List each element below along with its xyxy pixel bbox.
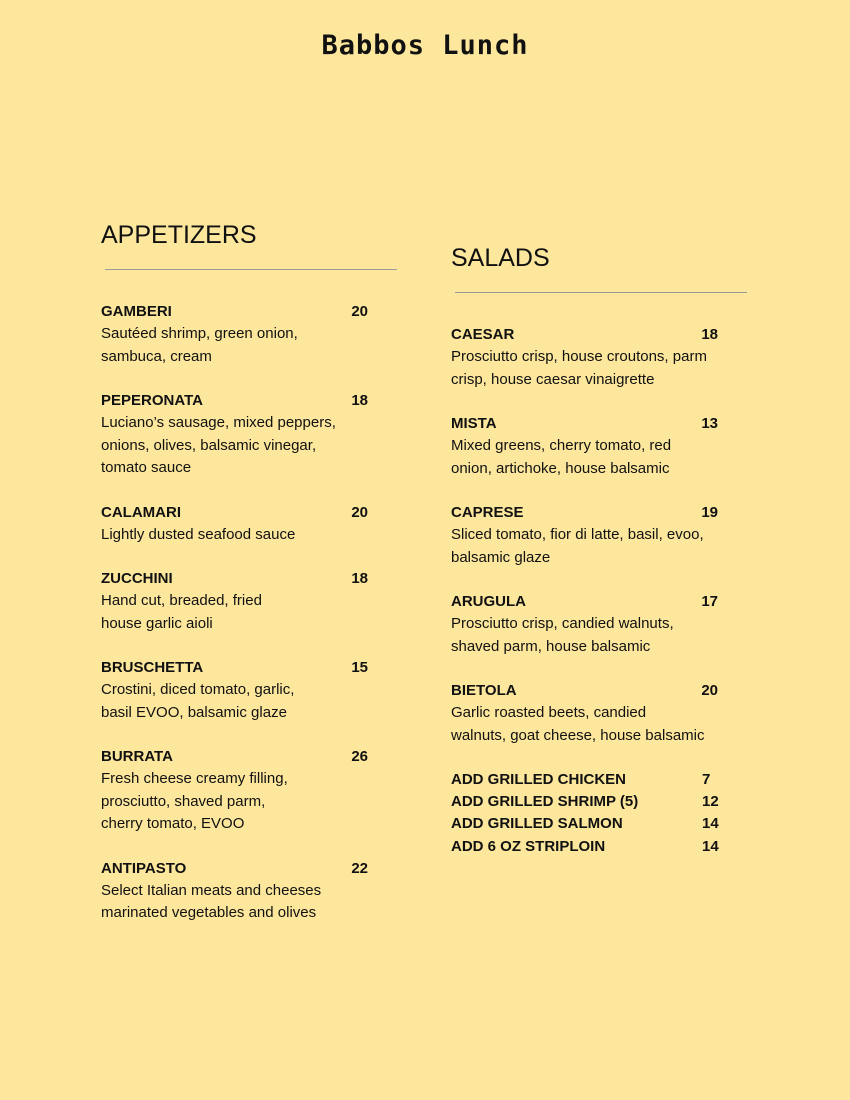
menu-item <box>451 324 718 391</box>
menu-item <box>451 591 718 658</box>
salads-section <box>451 243 751 858</box>
salad-addons-list <box>451 769 751 858</box>
addon-name: ADD 6 OZ STRIPLOIN <box>451 837 606 855</box>
menu-item-description: Hand cut, breaded, fried house garlic aioli <box>101 592 262 632</box>
menu-item <box>101 301 368 368</box>
addon-item <box>451 769 718 791</box>
menu-item-name: MISTA <box>451 415 497 432</box>
appetizers-divider <box>105 269 397 270</box>
menu-item-description: Mixed greens, cherry tomato, red onion, artichoke, house balsamic <box>451 437 672 477</box>
appetizers-heading: APPETIZERS <box>101 221 257 249</box>
menu-item <box>451 413 718 480</box>
menu-item-description: Luciano’s sausage, mixed peppers, onions, olives, balsamic vinegar, tomato sauce <box>101 414 336 476</box>
menu-item-price: 18 <box>701 326 718 343</box>
addon-item <box>451 836 718 858</box>
menu-item-name: ARUGULA <box>451 593 526 610</box>
menu-item-name: CAESAR <box>451 326 515 343</box>
addon-price: 7 <box>702 771 711 788</box>
addon-name: ADD GRILLED CHICKEN <box>451 771 626 788</box>
menu-item-name: ZUCCHINI <box>101 570 173 587</box>
menu-item-description: Select Italian meats and cheeses marinated vegetables and olives <box>101 881 322 921</box>
menu-item-price: 20 <box>701 682 718 699</box>
menu-item-price: 20 <box>351 503 368 521</box>
salads-heading: SALADS <box>451 244 550 272</box>
menu-item-name: PEPERONATA <box>101 392 203 409</box>
menu-item-price: 20 <box>351 303 368 320</box>
menu-item-price: 17 <box>701 593 718 610</box>
menu-item-name: ANTIPASTO <box>101 859 187 877</box>
menu-item-name: BURRATA <box>101 748 173 765</box>
page-title: Babbos Lunch <box>321 30 529 61</box>
menu-item-description: Garlic roasted beets, candied walnuts, goat cheese, house balsamic <box>451 704 705 744</box>
menu-item <box>101 390 368 480</box>
menu-item-price: 18 <box>351 392 368 409</box>
menu-item-price: 18 <box>351 570 368 587</box>
appetizers-section <box>101 220 401 947</box>
menu-item-price: 13 <box>701 415 718 432</box>
appetizers-list <box>101 301 401 925</box>
menu-item-description: Prosciutto crisp, house croutons, parm crisp, house caesar vinaigrette <box>451 348 707 388</box>
salads-list <box>451 324 751 747</box>
menu-item <box>451 502 718 569</box>
menu-item-description: Sautéed shrimp, green onion, sambuca, cream <box>101 325 298 365</box>
menu-item <box>101 746 368 836</box>
addon-price: 14 <box>702 815 719 833</box>
menu-item-description: Crostini, diced tomato, garlic, basil EVOO, balsamic glaze <box>101 681 295 721</box>
addon-item <box>451 791 718 813</box>
addon-name: ADD GRILLED SALMON <box>451 815 623 833</box>
addon-price: 12 <box>702 793 719 811</box>
menu-item-description: Lightly dusted seafood sauce <box>101 525 296 543</box>
menu-item-name: GAMBERI <box>101 303 172 320</box>
addon-item <box>451 813 718 835</box>
menu-item-description: Prosciutto crisp, candied walnuts, shaved parm, house balsamic <box>451 615 674 655</box>
menu-item-price: 22 <box>351 859 368 877</box>
menu-item <box>451 680 718 747</box>
menu-item-name: CALAMARI <box>101 503 181 521</box>
menu-item <box>101 502 368 547</box>
addon-name: ADD GRILLED SHRIMP (5) <box>451 793 639 811</box>
salads-divider <box>455 292 747 293</box>
menu-item <box>101 568 368 635</box>
addon-price: 14 <box>702 837 719 855</box>
menu-item-name: BRUSCHETTA <box>101 659 204 676</box>
menu-item <box>101 858 368 925</box>
menu-item <box>101 657 368 724</box>
menu-item-price: 26 <box>351 748 368 765</box>
menu-item-name: CAPRESE <box>451 504 524 521</box>
menu-item-description: Sliced tomato, fior di latte, basil, evoo, balsamic glaze <box>451 526 704 566</box>
menu-item-name: BIETOLA <box>451 682 517 699</box>
menu-item-description: Fresh cheese creamy filling, prosciutto, shaved parm, cherry tomato, EVOO <box>101 770 288 832</box>
menu-item-price: 15 <box>351 659 368 676</box>
menu-item-price: 19 <box>701 504 718 521</box>
